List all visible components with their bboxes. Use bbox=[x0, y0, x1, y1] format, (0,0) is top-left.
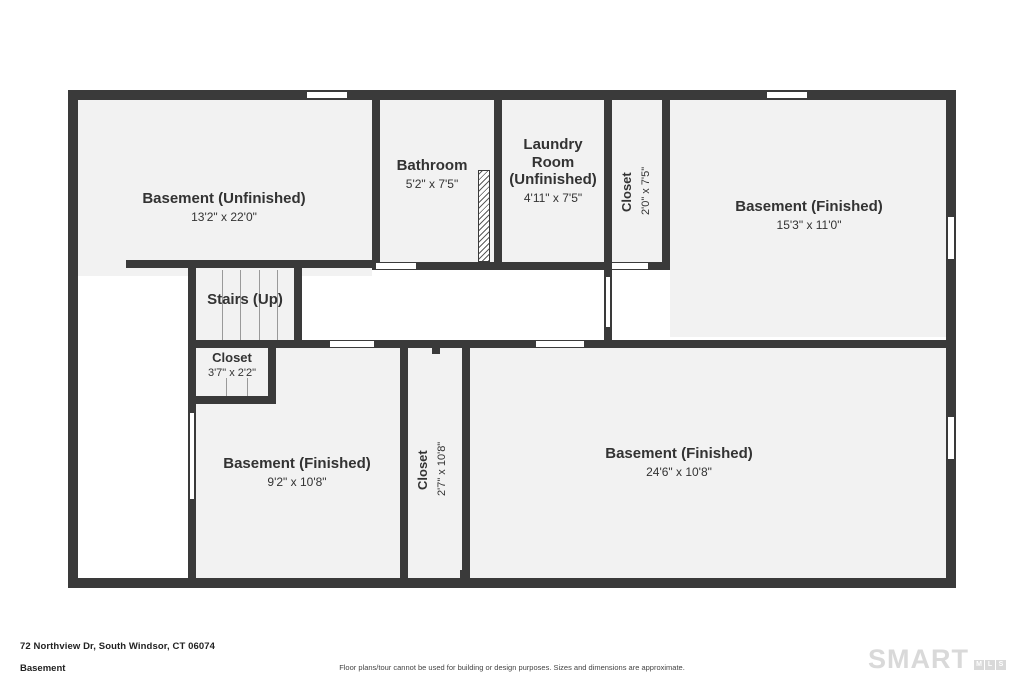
property-address: 72 Northview Dr, South Windsor, CT 06074 bbox=[20, 641, 216, 652]
logo-badges bbox=[973, 660, 1006, 670]
room-fill-laundry bbox=[500, 97, 606, 262]
stair-tread bbox=[227, 378, 248, 396]
smart-mls-logo bbox=[868, 646, 1006, 673]
wall-nub-lower-center bbox=[460, 570, 470, 584]
interior-wall-laundry-bottom bbox=[502, 262, 612, 270]
window-right-upper bbox=[947, 216, 955, 260]
logo-wordmark: SMART bbox=[868, 644, 969, 674]
window-top-right bbox=[766, 91, 808, 99]
unfinished-partition-hatch bbox=[478, 170, 490, 262]
door-opening-divider-mid bbox=[536, 341, 584, 347]
interior-wall-laundry-right bbox=[604, 90, 612, 270]
wall-nub-upper-center bbox=[432, 340, 440, 354]
room-fill-basement-finished-large bbox=[470, 348, 948, 581]
door-opening-closet-upper bbox=[612, 263, 648, 269]
disclaimer-text: Floor plans/tour cannot be used for building or design purposes. Sizes and dimensions are approximate. bbox=[339, 663, 685, 672]
stair-tread bbox=[206, 378, 227, 396]
exterior-wall-left bbox=[68, 90, 78, 588]
stair-tread bbox=[260, 270, 279, 340]
room-label-closet-upper: Closet 2'0" x 7'5" bbox=[619, 166, 652, 216]
logo-badge-m: M bbox=[974, 660, 984, 670]
room-label-stairs: Stairs (Up) bbox=[207, 291, 283, 308]
room-label-bathroom: Bathroom 5'2" x 7'5" bbox=[396, 157, 468, 191]
stair-treads bbox=[204, 270, 296, 340]
logo-badge-s: S bbox=[996, 660, 1006, 670]
stair-tread bbox=[248, 378, 268, 396]
room-label-basement-finished-large: Basement (Finished) 24'6" x 10'8" bbox=[605, 445, 753, 479]
room-label-closet-stairs: Closet 3'7" x 2'2" bbox=[207, 350, 257, 380]
door-opening-divider-left bbox=[330, 341, 374, 347]
window-top-left bbox=[306, 91, 348, 99]
exterior-wall-top bbox=[68, 90, 956, 100]
window-right-lower bbox=[947, 416, 955, 460]
room-label-laundry: Laundry Room (Unfinished) 4'11" x 7'5" bbox=[509, 136, 597, 206]
stair-tread bbox=[278, 270, 296, 340]
logo-badge-l: L bbox=[985, 660, 995, 670]
room-fill-basement-finished-right bbox=[670, 97, 948, 337]
room-fill-bathroom bbox=[378, 97, 494, 262]
floor-level-label: Basement bbox=[20, 663, 66, 674]
interior-wall-bathroom-left bbox=[372, 90, 380, 270]
interior-wall-stairs-left bbox=[188, 260, 196, 408]
interior-wall-center-closet-left bbox=[400, 340, 408, 582]
door-opening-bathroom bbox=[376, 263, 416, 269]
room-fill-closet-upper bbox=[612, 97, 664, 262]
room-label-basement-unfinished: Basement (Unfinished) 13'2" x 22'0" bbox=[142, 190, 306, 224]
interior-wall-corridor-top bbox=[126, 260, 374, 268]
door-jamb-center-closet bbox=[464, 456, 470, 498]
interior-wall-closet-upper-right bbox=[662, 90, 670, 270]
exterior-wall-right bbox=[946, 90, 956, 588]
exterior-wall-bottom bbox=[68, 578, 956, 588]
interior-wall-bathroom-right bbox=[494, 90, 502, 270]
interior-wall-closet-stairs-bottom bbox=[188, 396, 276, 404]
room-label-closet-center: Closet 2'7" x 10'8" bbox=[415, 441, 448, 497]
room-fill-basement-unfinished bbox=[76, 97, 372, 262]
room-fill-closet-center bbox=[408, 348, 464, 581]
stair-tread bbox=[241, 270, 260, 340]
room-label-basement-finished-left: Basement (Finished) 9'2" x 10'8" bbox=[223, 455, 371, 489]
room-label-basement-finished-right: Basement (Finished) 15'3" x 11'0" bbox=[735, 198, 883, 232]
stair-tread bbox=[204, 270, 223, 340]
closet-stairs-treads bbox=[206, 378, 268, 396]
stair-tread bbox=[223, 270, 242, 340]
window-interior-left-room bbox=[189, 412, 195, 500]
window-interior-stub bbox=[605, 276, 611, 328]
